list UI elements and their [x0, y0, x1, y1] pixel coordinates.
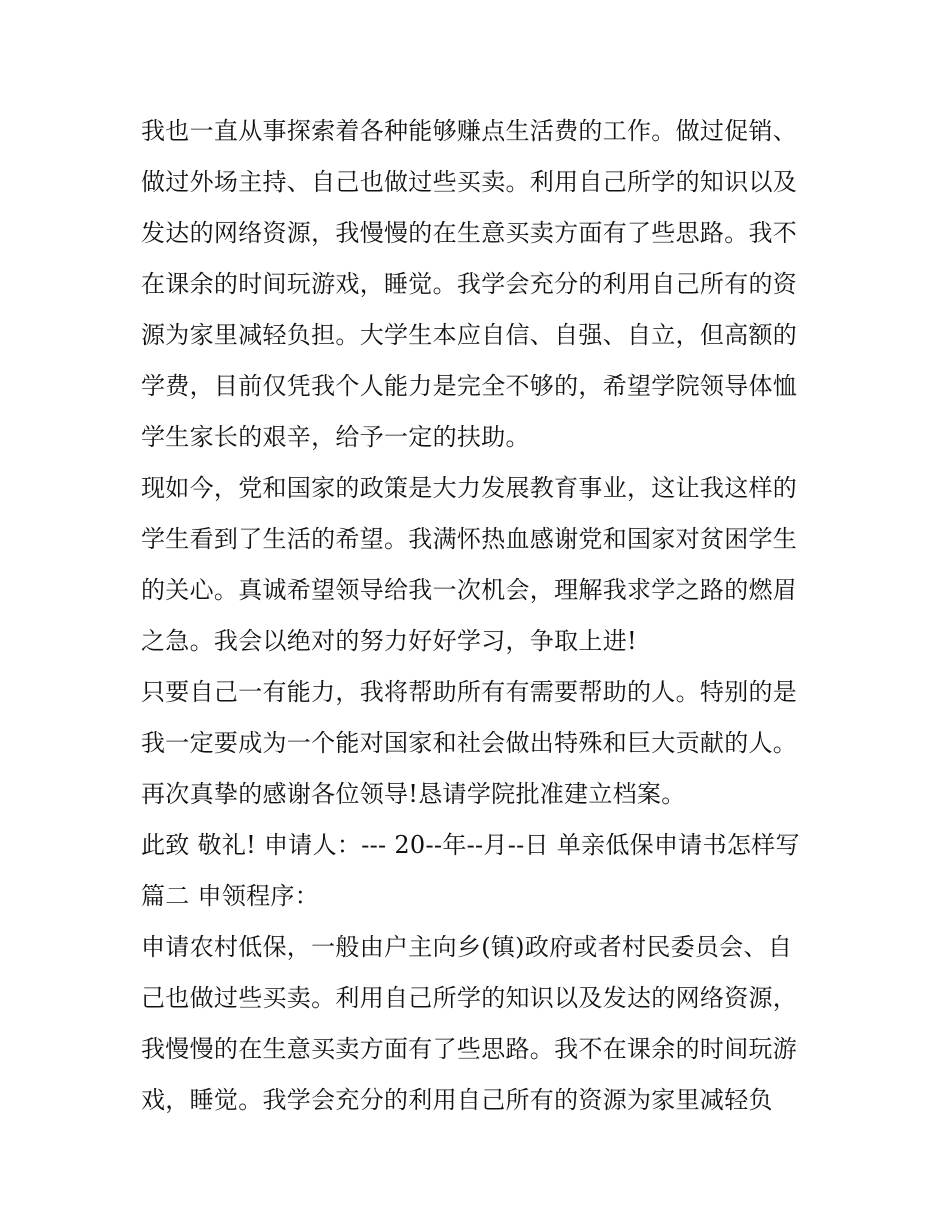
text-line: 篇二 申领程序： — [141, 882, 320, 910]
text-line: 再次真挚的感谢各位领导!恳请学院批准建立档案。 — [141, 780, 686, 808]
text-line: 在课余的时间玩游戏，睡觉。我学会充分的利用自己所有的资 — [141, 270, 798, 298]
text-line: 戏，睡觉。我学会充分的利用自己所有的资源为家里减轻负 — [141, 1086, 773, 1114]
text-line: 学费，目前仅凭我个人能力是完全不够的，希望学院领导体恤 — [141, 372, 798, 400]
text-line: 学生看到了生活的希望。我满怀热血感谢党和国家对贫困学生 — [141, 525, 798, 553]
text-line: 之急。我会以绝对的努力好好学习，争取上进! — [141, 627, 637, 655]
text-line: 我也一直从事探索着各种能够赚点生活费的工作。做过促销、 — [141, 117, 798, 145]
text-line: 的关心。真诚希望领导给我一次机会，理解我求学之路的燃眉 — [141, 576, 798, 604]
text-line: 做过外场主持、自己也做过些买卖。利用自己所学的知识以及 — [141, 168, 798, 196]
text-line: 此致 敬礼! 申请人：--- 20--年--月--日 单亲低保申请书怎样写 — [141, 831, 800, 859]
text-line: 我一定要成为一个能对国家和社会做出特殊和巨大贡献的人。 — [141, 729, 798, 757]
text-line: 只要自己一有能力，我将帮助所有有需要帮助的人。特别的是 — [141, 678, 798, 706]
text-line: 我慢慢的在生意买卖方面有了些思路。我不在课余的时间玩游 — [141, 1035, 798, 1063]
text-line: 发达的网络资源，我慢慢的在生意买卖方面有了些思路。我不 — [141, 219, 798, 247]
text-line: 现如今，党和国家的政策是大力发展教育事业，这让我这样的 — [141, 474, 798, 502]
text-line: 己也做过些买卖。利用自己所学的知识以及发达的网络资源， — [141, 984, 798, 1012]
text-line: 学生家长的艰辛，给予一定的扶助。 — [141, 423, 530, 451]
document-body — [141, 106, 821, 1126]
text-line: 源为家里减轻负担。大学生本应自信、自强、自立，但高额的 — [141, 321, 798, 349]
text-line: 申请农村低保，一般由户主向乡(镇)政府或者村民委员会、自 — [141, 933, 793, 961]
